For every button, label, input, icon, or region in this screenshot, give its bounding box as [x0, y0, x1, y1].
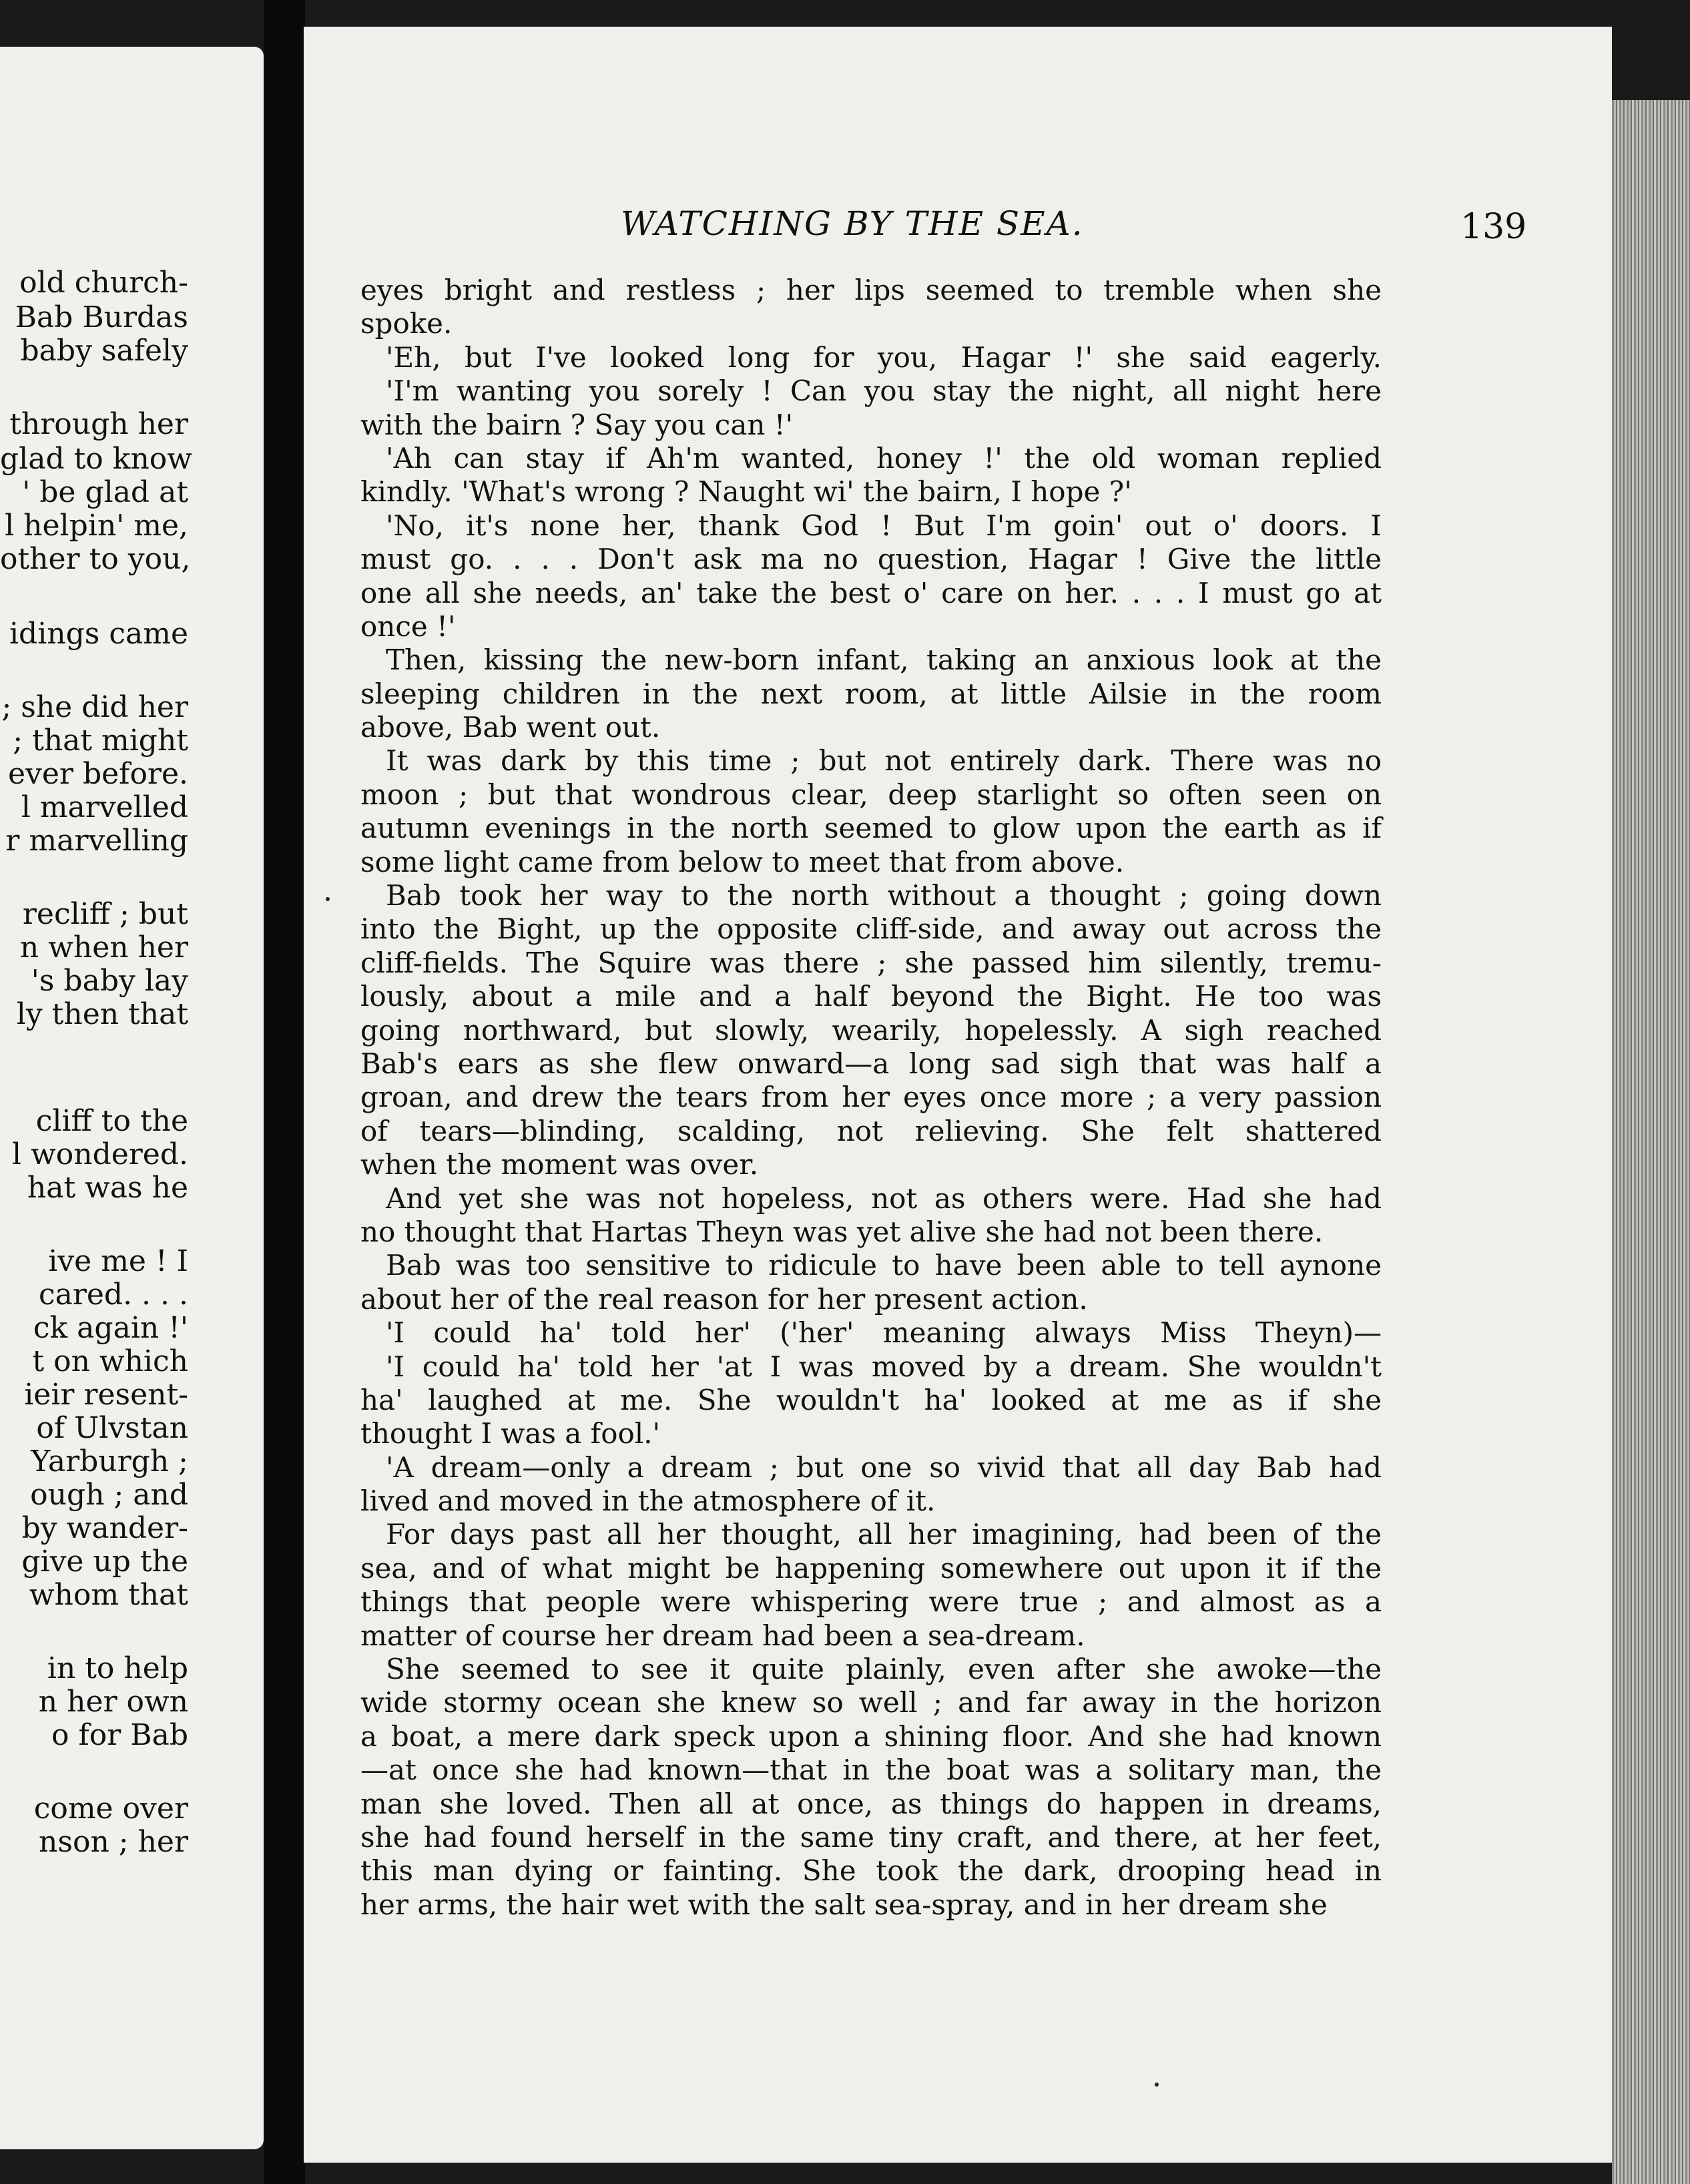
left-page-line: baby safely — [20, 334, 188, 368]
page-edge — [1612, 100, 1690, 2184]
text-line: things that people were whispering were true ; and almost as a — [360, 1585, 1382, 1619]
text-line: 'Eh, but I've looked long for you, Hagar !' she said eagerly. — [386, 340, 1382, 374]
text-line: man she loved. Then all at once, as things do happen in dreams, — [360, 1787, 1382, 1820]
text-line: Bab took her way to the north without a thought ; going down — [386, 879, 1382, 912]
running-head: WATCHING BY THE SEA. — [621, 204, 1084, 243]
left-page-line: by wander- — [21, 1511, 188, 1545]
text-line: 'I could ha' told her 'at I was moved by a dream. She wouldn't — [386, 1350, 1382, 1383]
left-page-line: l helpin' me, — [5, 509, 188, 543]
text-line: 'No, it's none her, thank God ! But I'm goin' out o' doors. I — [386, 509, 1382, 542]
text-line: this man dying or fainting. She took the dark, drooping head in — [360, 1854, 1382, 1888]
text-line: For days past all her thought, all her imagining, had been of the — [386, 1518, 1382, 1551]
text-line: going northward, but slowly, wearily, hopelessly. A sigh reached — [360, 1013, 1382, 1047]
text-line: —at once she had known—that in the boat was a solitary man, the — [360, 1753, 1382, 1787]
text-line: some light came from below to meet that from above. — [360, 845, 1125, 878]
text-line: lived and moved in the atmosphere of it. — [360, 1484, 936, 1518]
text-line: with the bairn ? Say you can !' — [360, 408, 794, 441]
left-page-line: come over — [33, 1792, 188, 1826]
left-page-line: ; that might — [13, 724, 188, 758]
text-line: She seemed to see it quite plainly, even after she awoke—the — [386, 1653, 1382, 1686]
text-line: must go. . . . Don't ask ma no question, Hagar ! Give the little — [360, 543, 1382, 576]
left-page-line: Yarburgh ; — [31, 1444, 188, 1478]
paper-speck — [1155, 2083, 1159, 2087]
text-line: above, Bab went out. — [360, 711, 661, 744]
left-page-line: o for Bab — [51, 1718, 188, 1752]
left-page-line: nson ; her — [39, 1825, 188, 1859]
left-page-line: idings came — [9, 617, 188, 651]
left-page-line: hat was he — [27, 1171, 188, 1205]
text-line: of tears—blinding, scalding, not relieving. She felt shattered — [360, 1114, 1382, 1147]
left-page-line: old church- — [19, 266, 188, 300]
text-line: cliff-fields. The Squire was there ; she passed him silently, tremu- — [360, 946, 1382, 979]
body-text — [360, 274, 1382, 1922]
text-line: ha' laughed at me. She wouldn't ha' looked at me as if she — [360, 1383, 1382, 1416]
left-page-line: cared. . . . — [38, 1278, 188, 1312]
left-page-line: 's baby lay — [31, 964, 188, 998]
left-page-line: ck again !' — [33, 1311, 188, 1345]
text-line: lously, about a mile and a half beyond the Bight. He too was — [360, 980, 1382, 1013]
text-line: groan, and drew the tears from her eyes once more ; a very passion — [360, 1081, 1382, 1114]
left-page-line: through her — [9, 407, 188, 441]
text-line: kindly. 'What's wrong ? Naught wi' the bairn, I hope ?' — [360, 475, 1132, 509]
left-page-line: n when her — [19, 930, 188, 965]
text-line: a boat, a mere dark speck upon a shining floor. And she had known — [360, 1719, 1382, 1753]
text-line: autumn evenings in the north seemed to glow upon the earth as if — [360, 812, 1382, 845]
text-line: wide stormy ocean she knew so well ; and far away in the horizon — [360, 1686, 1382, 1719]
text-line: into the Bight, up the opposite cliff-side, and away out across the — [360, 912, 1382, 946]
text-line: sea, and of what might be happening somewhere out upon it if the — [360, 1551, 1382, 1585]
left-page-line: ' be glad at — [22, 475, 188, 509]
text-line: once !' — [360, 609, 456, 643]
text-line: matter of course her dream had been a sea-dream. — [360, 1619, 1085, 1652]
text-line: And yet she was not hopeless, not as others were. Had she had — [386, 1181, 1382, 1215]
text-line: when the moment was over. — [360, 1148, 759, 1181]
left-page-line: ough ; and — [30, 1478, 188, 1512]
left-page-fragment — [0, 47, 264, 2149]
text-line: Bab was too sensitive to ridicule to have been able to tell aynone — [386, 1249, 1382, 1282]
left-page-line: give up the — [21, 1545, 188, 1579]
paper-speck — [326, 897, 330, 901]
text-line: she had found herself in the same tiny craft, and there, at her feet, — [360, 1820, 1382, 1854]
left-page-line: l wondered. — [12, 1137, 188, 1171]
left-page-line: cliff to the — [35, 1104, 188, 1138]
text-line: 'A dream—only a dream ; but one so vivid that all day Bab had — [386, 1450, 1382, 1484]
page-number: 139 — [1460, 207, 1527, 247]
left-page-line: n her own — [38, 1685, 188, 1719]
text-line: one all she needs, an' take the best o' care on her. . . . I must go at — [360, 576, 1382, 609]
left-page-line: ; she did her — [1, 690, 188, 724]
text-line: Bab's ears as she flew onward—a long sad sigh that was half a — [360, 1047, 1382, 1080]
left-page-line: ieir resent- — [24, 1378, 188, 1412]
left-page-line: l marvelled — [21, 790, 188, 824]
left-page-line: ly then that — [16, 997, 188, 1031]
left-page-line: other to you, — [0, 542, 191, 576]
left-page-line: Bab Burdas — [15, 300, 188, 334]
text-line: no thought that Hartas Theyn was yet alive she had not been there. — [360, 1215, 1324, 1248]
text-line: 'I could ha' told her' ('her' meaning always Miss Theyn)— — [386, 1316, 1382, 1350]
text-line: moon ; but that wondrous clear, deep starlight so often seen on — [360, 778, 1382, 811]
text-line: spoke. — [360, 307, 453, 340]
text-line: her arms, the hair wet with the salt sea-spray, and in her dream she — [360, 1888, 1328, 1921]
left-page-line: glad to know — [0, 442, 192, 476]
text-line: eyes bright and restless ; her lips seemed to tremble when she — [360, 274, 1382, 306]
left-page-line: of Ulvstan — [36, 1411, 188, 1445]
text-line: thought I was a fool.' — [360, 1417, 661, 1450]
left-page-line: in to help — [47, 1651, 188, 1685]
text-line: 'Ah can stay if Ah'm wanted, honey !' the old woman replied — [386, 441, 1382, 475]
left-page-line: recliff ; but — [22, 897, 188, 931]
left-page-line: t on which — [32, 1344, 188, 1378]
book-gutter — [264, 0, 305, 2184]
text-line: Then, kissing the new-born infant, taking an anxious look at the — [386, 643, 1382, 677]
text-line: about her of the real reason for her present action. — [360, 1282, 1088, 1316]
text-line: It was dark by this time ; but not entirely dark. There was no — [386, 744, 1382, 778]
left-page-line: r marvelling — [5, 824, 188, 858]
left-page-line: ive me ! I — [48, 1244, 188, 1278]
left-page-line: ever before. — [8, 757, 188, 791]
text-line: sleeping children in the next room, at little Ailsie in the room — [360, 677, 1382, 710]
text-line: 'I'm wanting you sorely ! Can you stay the night, all night here — [386, 374, 1382, 408]
left-page-line: whom that — [29, 1578, 188, 1612]
